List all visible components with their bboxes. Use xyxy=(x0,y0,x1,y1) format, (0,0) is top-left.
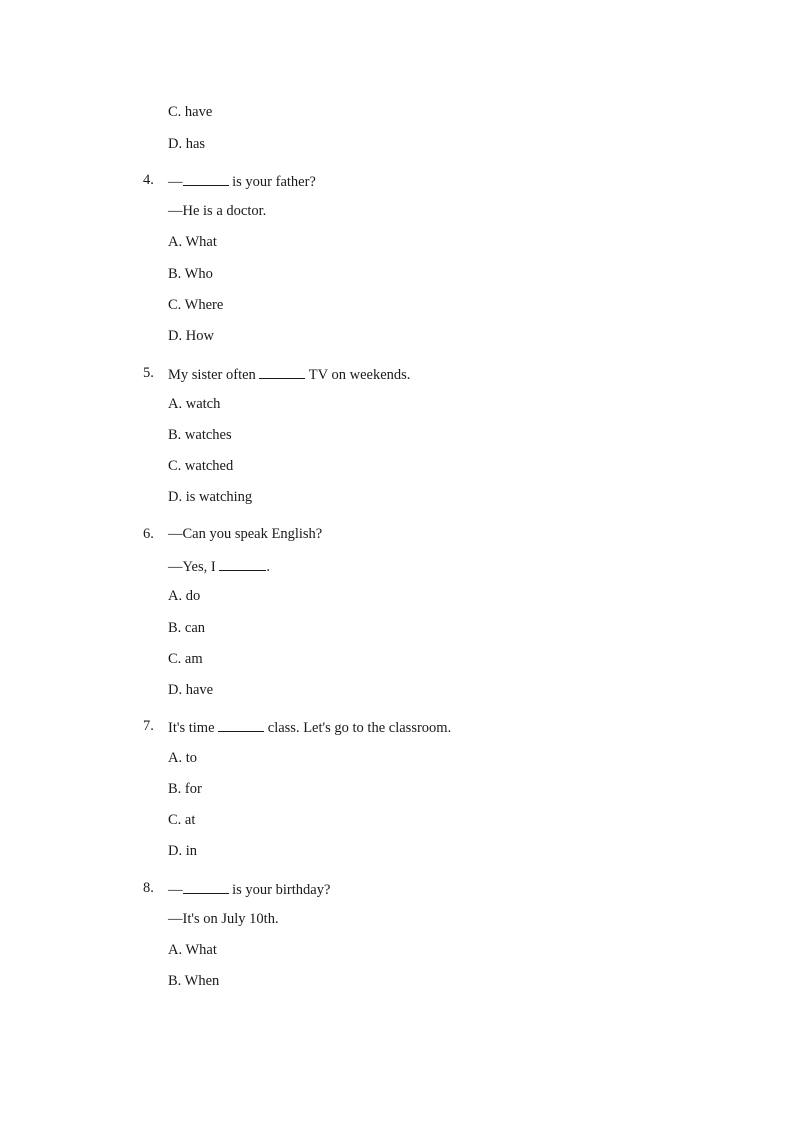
question-6-reply xyxy=(168,556,270,576)
question-4-reply: —He is a doctor. xyxy=(168,203,267,219)
option-q3-d: D. has xyxy=(168,136,206,152)
question-7-stem xyxy=(168,717,451,737)
question-6-stem: —Can you speak English? xyxy=(168,526,323,542)
answer-blank xyxy=(259,364,305,379)
option-q6-b: B. can xyxy=(168,620,206,636)
option-q6-a: A. do xyxy=(168,588,201,604)
period: . xyxy=(266,559,270,575)
option-q4-a: A. What xyxy=(168,234,217,250)
answer-blank xyxy=(218,717,264,732)
option-q4-b: B. Who xyxy=(168,266,213,282)
option-q6-c: C. am xyxy=(168,651,203,667)
option-q5-c: C. watched xyxy=(168,458,234,474)
question-5-number: 5. xyxy=(143,365,154,381)
dash: — xyxy=(168,882,183,898)
option-q7-a: A. to xyxy=(168,750,197,766)
question-8-reply: —It's on July 10th. xyxy=(168,911,279,927)
question-4-stem xyxy=(168,171,316,191)
dash: — xyxy=(168,174,183,190)
question-8-text: is your birthday? xyxy=(232,882,331,898)
question-6-reply-text: —Yes, I xyxy=(168,559,216,575)
answer-blank xyxy=(219,556,266,571)
question-6-number: 6. xyxy=(143,526,154,542)
option-q7-b: B. for xyxy=(168,781,202,797)
question-8-stem xyxy=(168,879,330,899)
option-q4-d: D. How xyxy=(168,328,214,344)
option-q3-c: C. have xyxy=(168,104,213,120)
question-7-number: 7. xyxy=(143,718,154,734)
question-8-number: 8. xyxy=(143,880,154,896)
option-q5-b: B. watches xyxy=(168,427,232,443)
option-q5-d: D. is watching xyxy=(168,489,253,505)
question-5-stem xyxy=(168,364,410,384)
question-5-text-before: My sister often xyxy=(168,367,256,383)
question-7-text-before: It's time xyxy=(168,720,215,736)
question-4-number: 4. xyxy=(143,172,154,188)
option-q8-a: A. What xyxy=(168,942,217,958)
option-q4-c: C. Where xyxy=(168,297,224,313)
option-q8-b: B. When xyxy=(168,973,220,989)
option-q5-a: A. watch xyxy=(168,396,221,412)
question-5-text-after: TV on weekends. xyxy=(308,367,411,383)
option-q6-d: D. have xyxy=(168,682,214,698)
answer-blank xyxy=(183,879,229,894)
answer-blank xyxy=(183,171,229,186)
question-4-text: is your father? xyxy=(232,174,316,190)
option-q7-c: C. at xyxy=(168,812,196,828)
option-q7-d: D. in xyxy=(168,843,197,859)
question-7-text-after: class. Let's go to the classroom. xyxy=(267,720,452,736)
